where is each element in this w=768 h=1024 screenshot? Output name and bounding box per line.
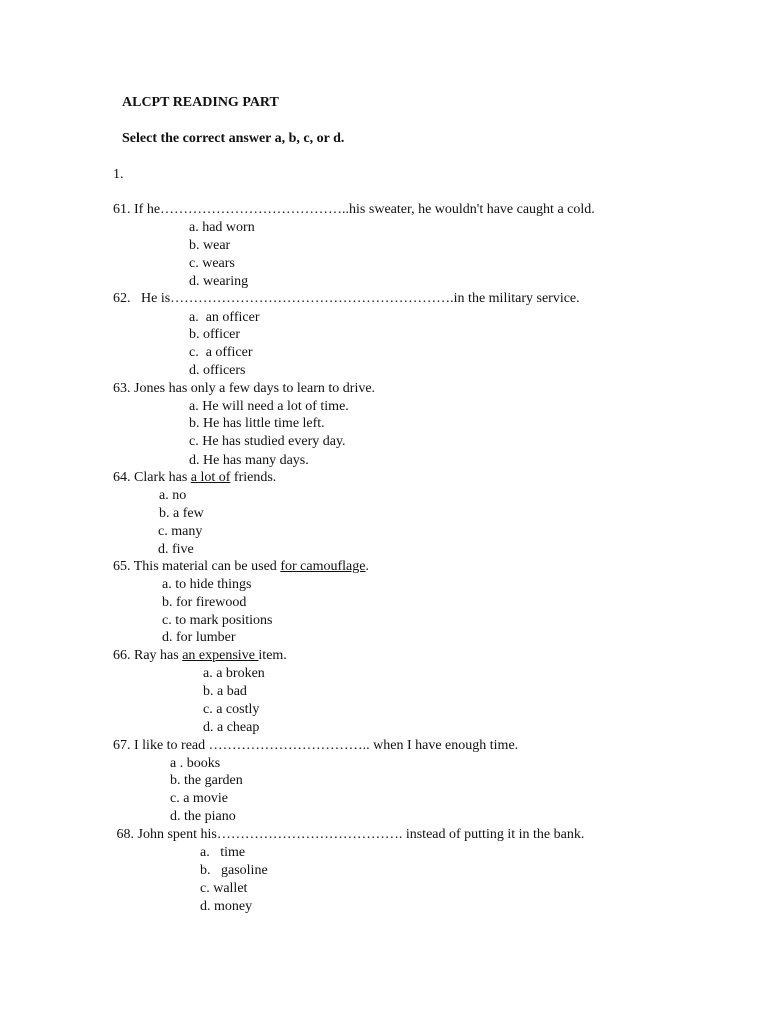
question-65-option-c: c. to mark positions — [162, 613, 273, 628]
question-67-option-d: d. the piano — [170, 809, 236, 824]
question-65-option-a: a. to hide things — [162, 577, 252, 592]
question-68-option-d: d. money — [200, 899, 253, 914]
question-stem-before: 68. John spent his…………………………………. — [113, 827, 406, 842]
question-66-option-c: c. a costly — [203, 702, 260, 717]
question-stem-after: friends. — [230, 470, 277, 485]
question-stem-before: 62. He is……………………………………………………. — [113, 291, 454, 306]
question-62-option-b: b. officer — [189, 327, 241, 342]
question-63-option-b: b. He has little time left. — [189, 416, 325, 431]
question-stem-after: instead of putting it in the bank. — [405, 827, 585, 842]
question-67-option-b: b. the garden — [170, 773, 243, 788]
question-stem-before: 66. Ray has — [113, 648, 183, 663]
document-title: ALCPT READING PART — [122, 95, 279, 110]
question-stem-before: 61. If he………………………………….. — [113, 202, 350, 217]
question-64-option-b: b. a few — [159, 506, 204, 521]
question-68-option-a: a. time — [200, 845, 246, 860]
question-67-stem — [113, 737, 518, 755]
question-63-option-a: a. He will need a lot of time. — [189, 399, 349, 414]
question-stem-after: in the military service. — [453, 291, 580, 306]
question-61-option-d: d. wearing — [189, 274, 249, 289]
question-62-stem — [113, 290, 580, 308]
question-62-option-c: c. a officer — [189, 345, 253, 360]
question-66-option-b: b. a bad — [203, 684, 247, 699]
instruction-text: Select the correct answer a, b, c, or d. — [122, 131, 345, 146]
question-64-option-a: a. no — [159, 488, 187, 503]
question-64-option-c: c. many — [158, 524, 203, 539]
question-61-option-a: a. had worn — [189, 220, 255, 235]
question-64-option-d: d. five — [158, 542, 194, 557]
question-stem-after: when I have enough time. — [373, 738, 519, 753]
question-stem-after: . — [365, 559, 369, 574]
question-65-option-b: b. for firewood — [162, 595, 247, 610]
list-marker: 1. — [113, 167, 124, 182]
question-67-option-c: c. a movie — [170, 791, 228, 806]
question-65-option-d: d. for lumber — [162, 630, 236, 645]
question-63-option-d: d. He has many days. — [189, 453, 309, 468]
question-64-stem — [113, 469, 276, 487]
question-63-stem: 63. Jones has only a few days to learn to drive. — [113, 381, 376, 396]
question-68-stem — [113, 826, 584, 844]
question-66-option-d: d. a cheap — [203, 720, 260, 735]
question-61-option-b: b. wear — [189, 238, 231, 253]
question-stem-after: item. — [258, 648, 287, 663]
question-stem-underlined: for camouflage — [280, 559, 366, 574]
question-stem-underlined: an expensive — [182, 648, 259, 663]
question-stem-underlined: a lot of — [190, 470, 231, 485]
question-62-option-a: a. an officer — [189, 310, 260, 325]
question-63-option-c: c. He has studied every day. — [189, 434, 346, 449]
question-stem-before: 67. I like to read …………………………….. — [113, 738, 374, 753]
question-67-option-a: a . books — [170, 756, 221, 771]
question-66-option-a: a. a broken — [203, 666, 265, 681]
question-stem-before: 64. Clark has — [113, 470, 191, 485]
question-61-stem — [113, 201, 595, 219]
question-61-option-c: c. wears — [189, 256, 235, 271]
question-68-option-b: b. gasoline — [200, 863, 268, 878]
question-stem-after: his sweater, he wouldn't have caught a cold. — [349, 202, 595, 217]
question-62-option-d: d. officers — [189, 363, 246, 378]
question-68-option-c: c. wallet — [200, 881, 248, 896]
question-65-stem — [113, 558, 369, 576]
question-66-stem — [113, 647, 287, 665]
question-stem-before: 65. This material can be used — [113, 559, 281, 574]
